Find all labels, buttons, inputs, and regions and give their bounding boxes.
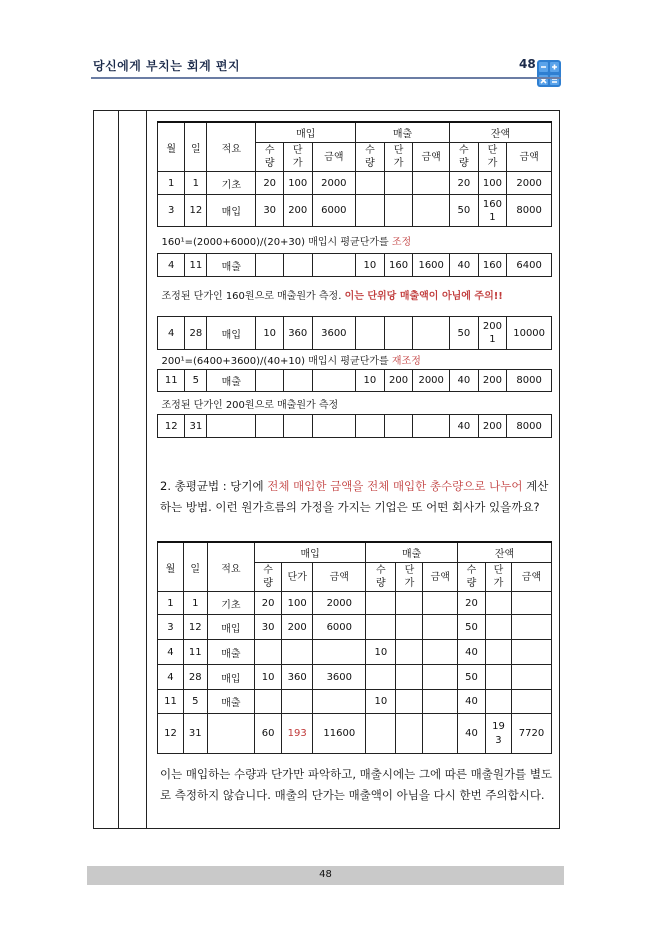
col-price: 단 가 — [478, 143, 507, 172]
section-2-text: 2. 총평균법 : 당기에 전체 매입한 금액을 전체 매입한 총수량으로 나누어 계산하는 방법. 이런 원가흐름의 가정을 가지는 기업은 또 어떤 회사가 있을까요? — [160, 479, 549, 514]
table-row: 11 5 매출 10 200 2000 40 200 8000 — [158, 370, 552, 392]
col-qty: 수 량 — [366, 563, 396, 592]
table-row: 4 11 매출 10 160 1600 40 160 6400 — [158, 254, 552, 277]
table-row: 4 28 매입 10 360 3600 50 200 1 10000 — [158, 317, 552, 350]
col-balance: 잔액 — [450, 122, 552, 143]
table-row: 3 12 매입 30 200 6000 50 — [158, 615, 552, 640]
col-qty: 수 량 — [450, 143, 479, 172]
col-sales: 매출 — [356, 122, 450, 143]
table-row: 11 5 매출 10 40 — [158, 690, 552, 714]
col-amount: 금액 — [423, 563, 458, 592]
frame-column-line — [118, 110, 119, 829]
col-qty: 수 량 — [356, 143, 385, 172]
col-amount: 금액 — [507, 143, 552, 172]
table-row: 1 1 기초 20 100 2000 20 100 2000 — [158, 172, 552, 195]
header-page-number: 48 — [519, 57, 536, 71]
col-day: 일 — [183, 542, 207, 592]
col-desc: 적요 — [207, 542, 254, 592]
table-row: 3 12 매입 30 200 6000 50 160 1 8000 — [158, 195, 552, 227]
table-row: 4 28 매입 10 360 3600 50 — [158, 665, 552, 690]
col-price: 단가 — [282, 563, 313, 592]
total-average-table — [157, 541, 552, 754]
table-row: 12 31 40 200 8000 — [158, 415, 552, 438]
note-row: 200¹=(6400+3600)/(40+10) 매입시 평균단가를 재조정 — [158, 350, 552, 370]
total-average-table-wrap — [157, 541, 552, 754]
note-row: 조정된 단가인 160원으로 매출원가 측정. 이는 단위당 매출액이 아님에 주의!! — [158, 277, 552, 317]
footer-page-number: 48 — [319, 869, 332, 880]
col-purchase: 매입 — [255, 542, 366, 563]
col-month: 월 — [158, 542, 184, 592]
col-qty: 수 량 — [255, 563, 282, 592]
col-month: 월 — [158, 122, 185, 172]
col-day: 일 — [185, 122, 207, 172]
note-row: 160¹=(2000+6000)/(20+30) 매입시 평균단가를 조정 — [158, 227, 552, 254]
col-amount: 금액 — [413, 143, 450, 172]
moving-average-table — [157, 121, 552, 438]
col-amount: 금액 — [511, 563, 551, 592]
col-sales: 매출 — [366, 542, 458, 563]
table-row: 1 1 기초 20 100 2000 20 — [158, 592, 552, 615]
footer-bar — [87, 866, 564, 885]
calculator-logo-icon — [537, 60, 561, 87]
running-title: 당신에게 부치는 회계 편지 — [93, 59, 241, 73]
col-price: 단 가 — [283, 143, 312, 172]
col-price: 단 가 — [396, 563, 423, 592]
col-price: 단 가 — [384, 143, 413, 172]
col-qty: 수 량 — [256, 143, 283, 172]
col-desc: 적요 — [207, 122, 256, 172]
col-qty: 수 량 — [457, 563, 485, 592]
closing-text: 이는 매입하는 수량과 단가만 파악하고, 매출시에는 그에 따른 매출원가를 별도로 측정하지 않습니다. 매출의 단가는 매출액이 아님을 다시 한번 주의합시다. — [160, 767, 553, 802]
col-purchase: 매입 — [256, 122, 356, 143]
frame-column-line — [146, 110, 147, 829]
col-amount: 금액 — [313, 563, 366, 592]
note-row: 조정된 단가인 200원으로 매출원가 측정 — [158, 392, 552, 415]
col-price: 단 가 — [486, 563, 512, 592]
moving-average-table-wrap — [157, 121, 552, 438]
table-row: 4 11 매출 10 40 — [158, 640, 552, 665]
table-row: 12 31 60 193 11600 40 19 3 7720 — [158, 714, 552, 754]
col-amount: 금액 — [312, 143, 356, 172]
header-rule — [91, 77, 561, 79]
col-balance: 잔액 — [457, 542, 551, 563]
